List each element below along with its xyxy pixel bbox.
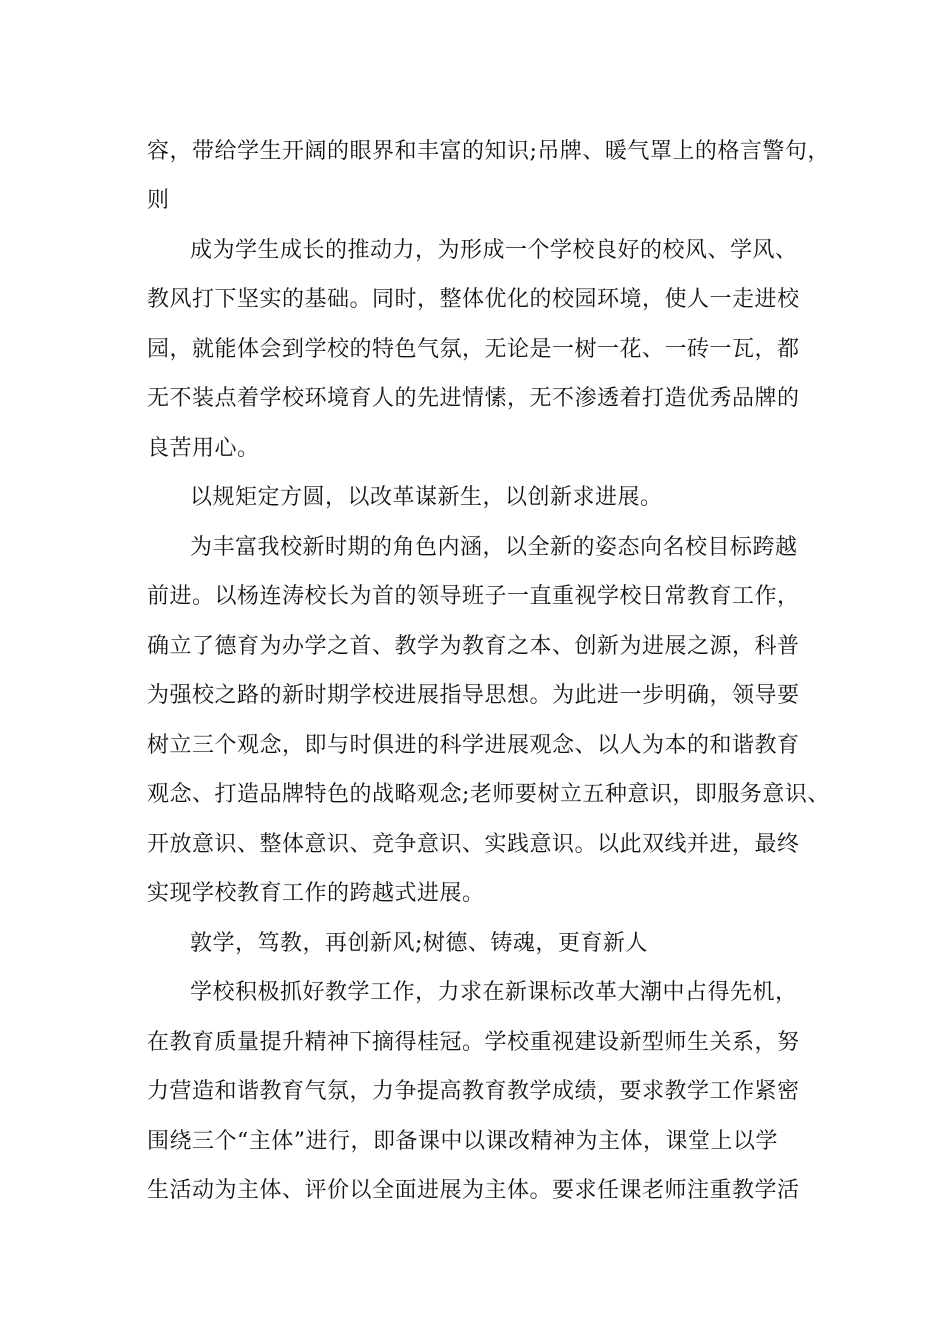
text-line: 为强校之路的新时期学校进展指导思想。为此进一步明确，领导要 — [147, 683, 800, 708]
paragraph-start-line: 为丰富我校新时期的角色内涵，以全新的姿态向名校目标跨越 — [190, 535, 798, 560]
text-line: 则 — [147, 188, 170, 213]
text-line: 无不装点着学校环境育人的先进情愫，无不渗透着打造优秀品牌的 — [147, 386, 800, 411]
text-line: 教风打下坚实的基础。同时，整体优化的校园环境，使人一走进校 — [147, 287, 800, 312]
section-heading-line: 敦学，笃教，再创新风;树德、铸魂，更育新人 — [190, 931, 648, 956]
text-line: 树立三个观念，即与时俱进的科学进展观念、以人为本的和谐教育 — [147, 733, 800, 758]
text-line: 力营造和谐教育气氛，力争提高教育教学成绩，要求教学工作紧密 — [147, 1079, 800, 1104]
text-line: 良苦用心。 — [147, 436, 260, 461]
paragraph-start-line: 成为学生成长的推动力，为形成一个学校良好的校风、学风、 — [190, 238, 798, 263]
text-line: 开放意识、整体意识、竞争意识、实践意识。以此双线并进，最终 — [147, 832, 800, 857]
text-line: 围绕三个“主体”进行，即备课中以课改精神为主体，课堂上以学 — [147, 1129, 778, 1154]
text-line: 园，就能体会到学校的特色气氛，无论是一树一花、一砖一瓦，都 — [147, 337, 800, 362]
text-line: 在教育质量提升精神下摘得桂冠。学校重视建设新型师生关系，努 — [147, 1030, 800, 1055]
text-line: 容，带给学生开阔的眼界和丰富的知识;吊牌、暖气罩上的格言警句， — [147, 139, 830, 164]
text-line: 观念、打造品牌特色的战略观念;老师要树立五种意识，即服务意识、 — [147, 782, 830, 807]
text-line: 前进。以杨连涛校长为首的领导班子一直重视学校日常教育工作， — [147, 584, 800, 609]
text-line: 生活动为主体、评价以全面进展为主体。要求任课老师注重教学活 — [147, 1178, 800, 1203]
text-line: 实现学校教育工作的跨越式进展。 — [147, 881, 485, 906]
paragraph-start-line: 学校积极抓好教学工作，力求在新课标改革大潮中占得先机， — [190, 980, 798, 1005]
section-heading-line: 以规矩定方圆，以改革谋新生，以创新求进展。 — [190, 485, 663, 510]
text-line: 确立了德育为办学之首、教学为教育之本、创新为进展之源，科普 — [147, 634, 800, 659]
